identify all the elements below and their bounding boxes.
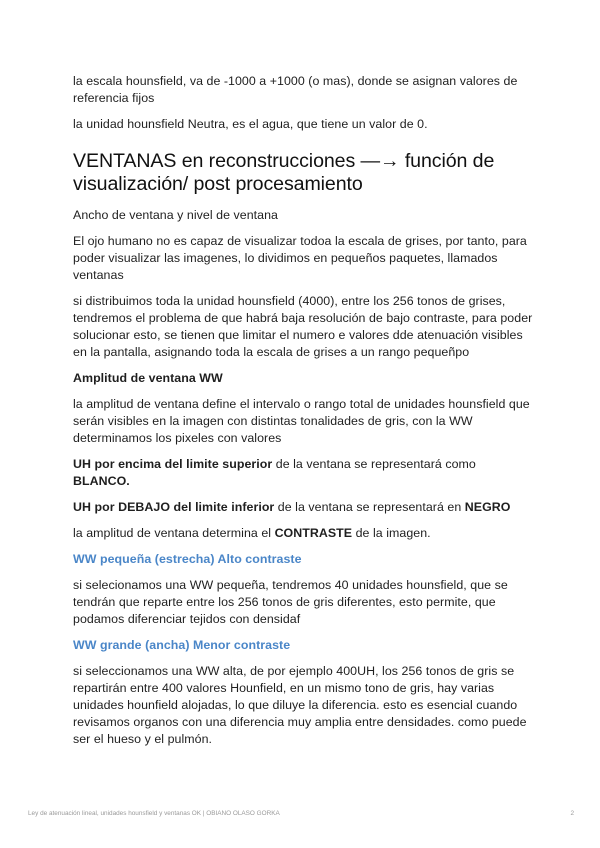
- subheading-ww-small: WW pequeña (estrecha) Alto contraste: [73, 552, 302, 566]
- subheading-amplitud-ww: Amplitud de ventana WW: [73, 371, 223, 385]
- footer-title: Ley de atenuación lineal, unidades hounsfield y ventanas OK | OBIANO OLASO GORKA: [28, 810, 280, 817]
- white-label: BLANCO.: [73, 474, 130, 488]
- section-heading-ventanas: VENTANAS en reconstrucciones —→ función de visualización/ post procesamiento: [73, 150, 495, 195]
- paragraph-ww-large: si seleccionamos una WW alta, de por ejemplo 400UH, los 256 tonos de gris se repartirán entre 400 valores Hounfield, en un mismo tono de gris, hay varias unidades hounfield alojadas, lo que diluye la diferencia. esto es esencial cuando revisamos organos con una diferencia muy amplia entre densidades. como puede ser el hueso y el pulmón.: [73, 664, 527, 746]
- paragraph-distribution: si distribuimos toda la unidad hounsfield (4000), entre los 256 tonos de grises, tendremos el problema de que habrá baja resolución de bajo contraste, para poder solucionar esto, se tienen que limitar el numero e valores dde atenuación visibles en la pantalla, asignando toda la escala de grises a un rango pequeñpo: [73, 294, 533, 359]
- contrast-text-1: la amplitud de ventana determina el: [73, 526, 275, 540]
- black-label: NEGRO: [464, 500, 511, 514]
- upper-limit-bold: UH por encima del limite superior: [73, 457, 273, 471]
- paragraph-amplitud-definition: la amplitud de ventana define el intervalo o rango total de unidades hounsfield que serán visibles en la imagen con distintas tonalidades de gris, con la WW determinamos los pixeles con valores: [73, 397, 530, 445]
- subheading-ww-large: WW grande (ancha) Menor contraste: [73, 638, 291, 652]
- page-number: 2: [570, 810, 574, 817]
- paragraph-upper-limit: [73, 456, 533, 490]
- paragraph-neutral-unit: la unidad hounsfield Neutra, es el agua, que tiene un valor de 0.: [73, 117, 428, 131]
- paragraph-hounsfield-scale: la escala hounsfield, va de -1000 a +1000 (o mas), donde se asignan valores de referencia fijos: [73, 74, 518, 105]
- contrast-text-2: de la imagen.: [352, 526, 431, 540]
- paragraph-lower-limit: [73, 499, 533, 516]
- contrast-bold: CONTRASTE: [274, 526, 353, 540]
- paragraph-contrast: [73, 525, 533, 542]
- paragraph-ww-small: si selecionamos una WW pequeña, tendremos 40 unidades hounsfield, que se tendrán que reparte entre los 256 tonos de gris diferentes, esto permite, que podamos diferenciar tejidos con densidaf: [73, 578, 508, 626]
- page-footer: [28, 810, 574, 817]
- paragraph-human-eye: El ojo humano no es capaz de visualizar todoa la escala de grises, por tanto, para poder visualizar las imagenes, lo dividimos en pequeños paquetes, llamados ventanas: [73, 234, 527, 282]
- document-page: [73, 73, 533, 757]
- upper-limit-text: de la ventana se representará como: [272, 457, 476, 471]
- lower-limit-bold: UH por DEBAJO del limite inferior: [73, 500, 275, 514]
- paragraph-window-width-level: Ancho de ventana y nivel de ventana: [73, 208, 278, 222]
- lower-limit-text: de la ventana se representará en: [274, 500, 465, 514]
